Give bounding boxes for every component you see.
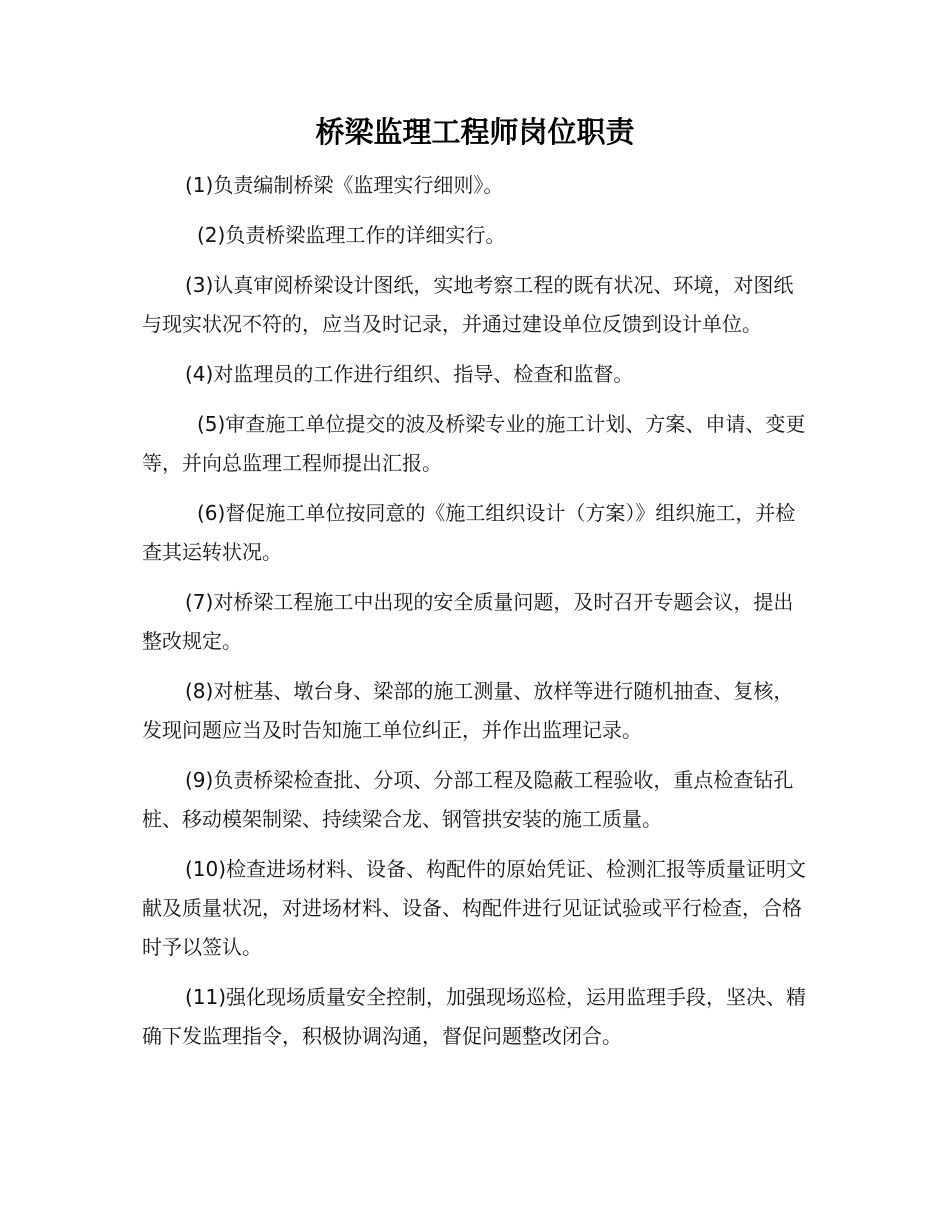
- document-body: [142, 166, 812, 1067]
- paragraph-10: (10)检查进场材料、设备、构配件的原始凭证、检测汇报等质量证明文献及质量状况，对进场材料、设备、构配件进行见证试验或平行检查，合格时予以签认。: [142, 857, 807, 959]
- paragraph-2: (2)负责桥梁监理工作的详细实行。: [197, 223, 506, 247]
- paragraph-4: (4)对监理员的工作进行组织、指导、检查和监督。: [185, 362, 634, 386]
- paragraph-8: (8)对桩基、墩台身、梁部的施工测量、放样等进行随机抽查、复核，发现问题应当及时告知施工单位纠正，并作出监理记录。: [142, 679, 794, 742]
- paragraph-1: (1)负责编制桥梁《监理实行细则》。: [185, 173, 504, 197]
- document-title: 桥梁监理工程师岗位职责: [315, 115, 635, 149]
- paragraph-5: (5)审查施工单位提交的波及桥梁专业的施工计划、方案、申请、变更等，并向总监理工程师提出汇报。: [142, 412, 806, 475]
- paragraph-3: (3)认真审阅桥梁设计图纸，实地考察工程的既有状况、环境，对图纸与现实状况不符的，应当及时记录，并通过建设单位反馈到设计单位。: [142, 273, 794, 336]
- paragraph-9: (9)负责桥梁检查批、分项、分部工程及隐蔽工程验收，重点检查钻孔桩、移动模架制梁、持续梁合龙、钢管拱安装的施工质量。: [142, 768, 794, 831]
- paragraph-11: (11)强化现场质量安全控制，加强现场巡检，运用监理手段，坚决、精确下发监理指令，积极协调沟通，督促问题整改闭合。: [142, 985, 807, 1048]
- paragraph-7: (7)对桥梁工程施工中出现的安全质量问题，及时召开专题会议，提出整改规定。: [142, 590, 794, 653]
- paragraph-6: (6)督促施工单位按同意的《施工组织设计（方案）》组织施工，并检查其运转状况。: [142, 501, 796, 564]
